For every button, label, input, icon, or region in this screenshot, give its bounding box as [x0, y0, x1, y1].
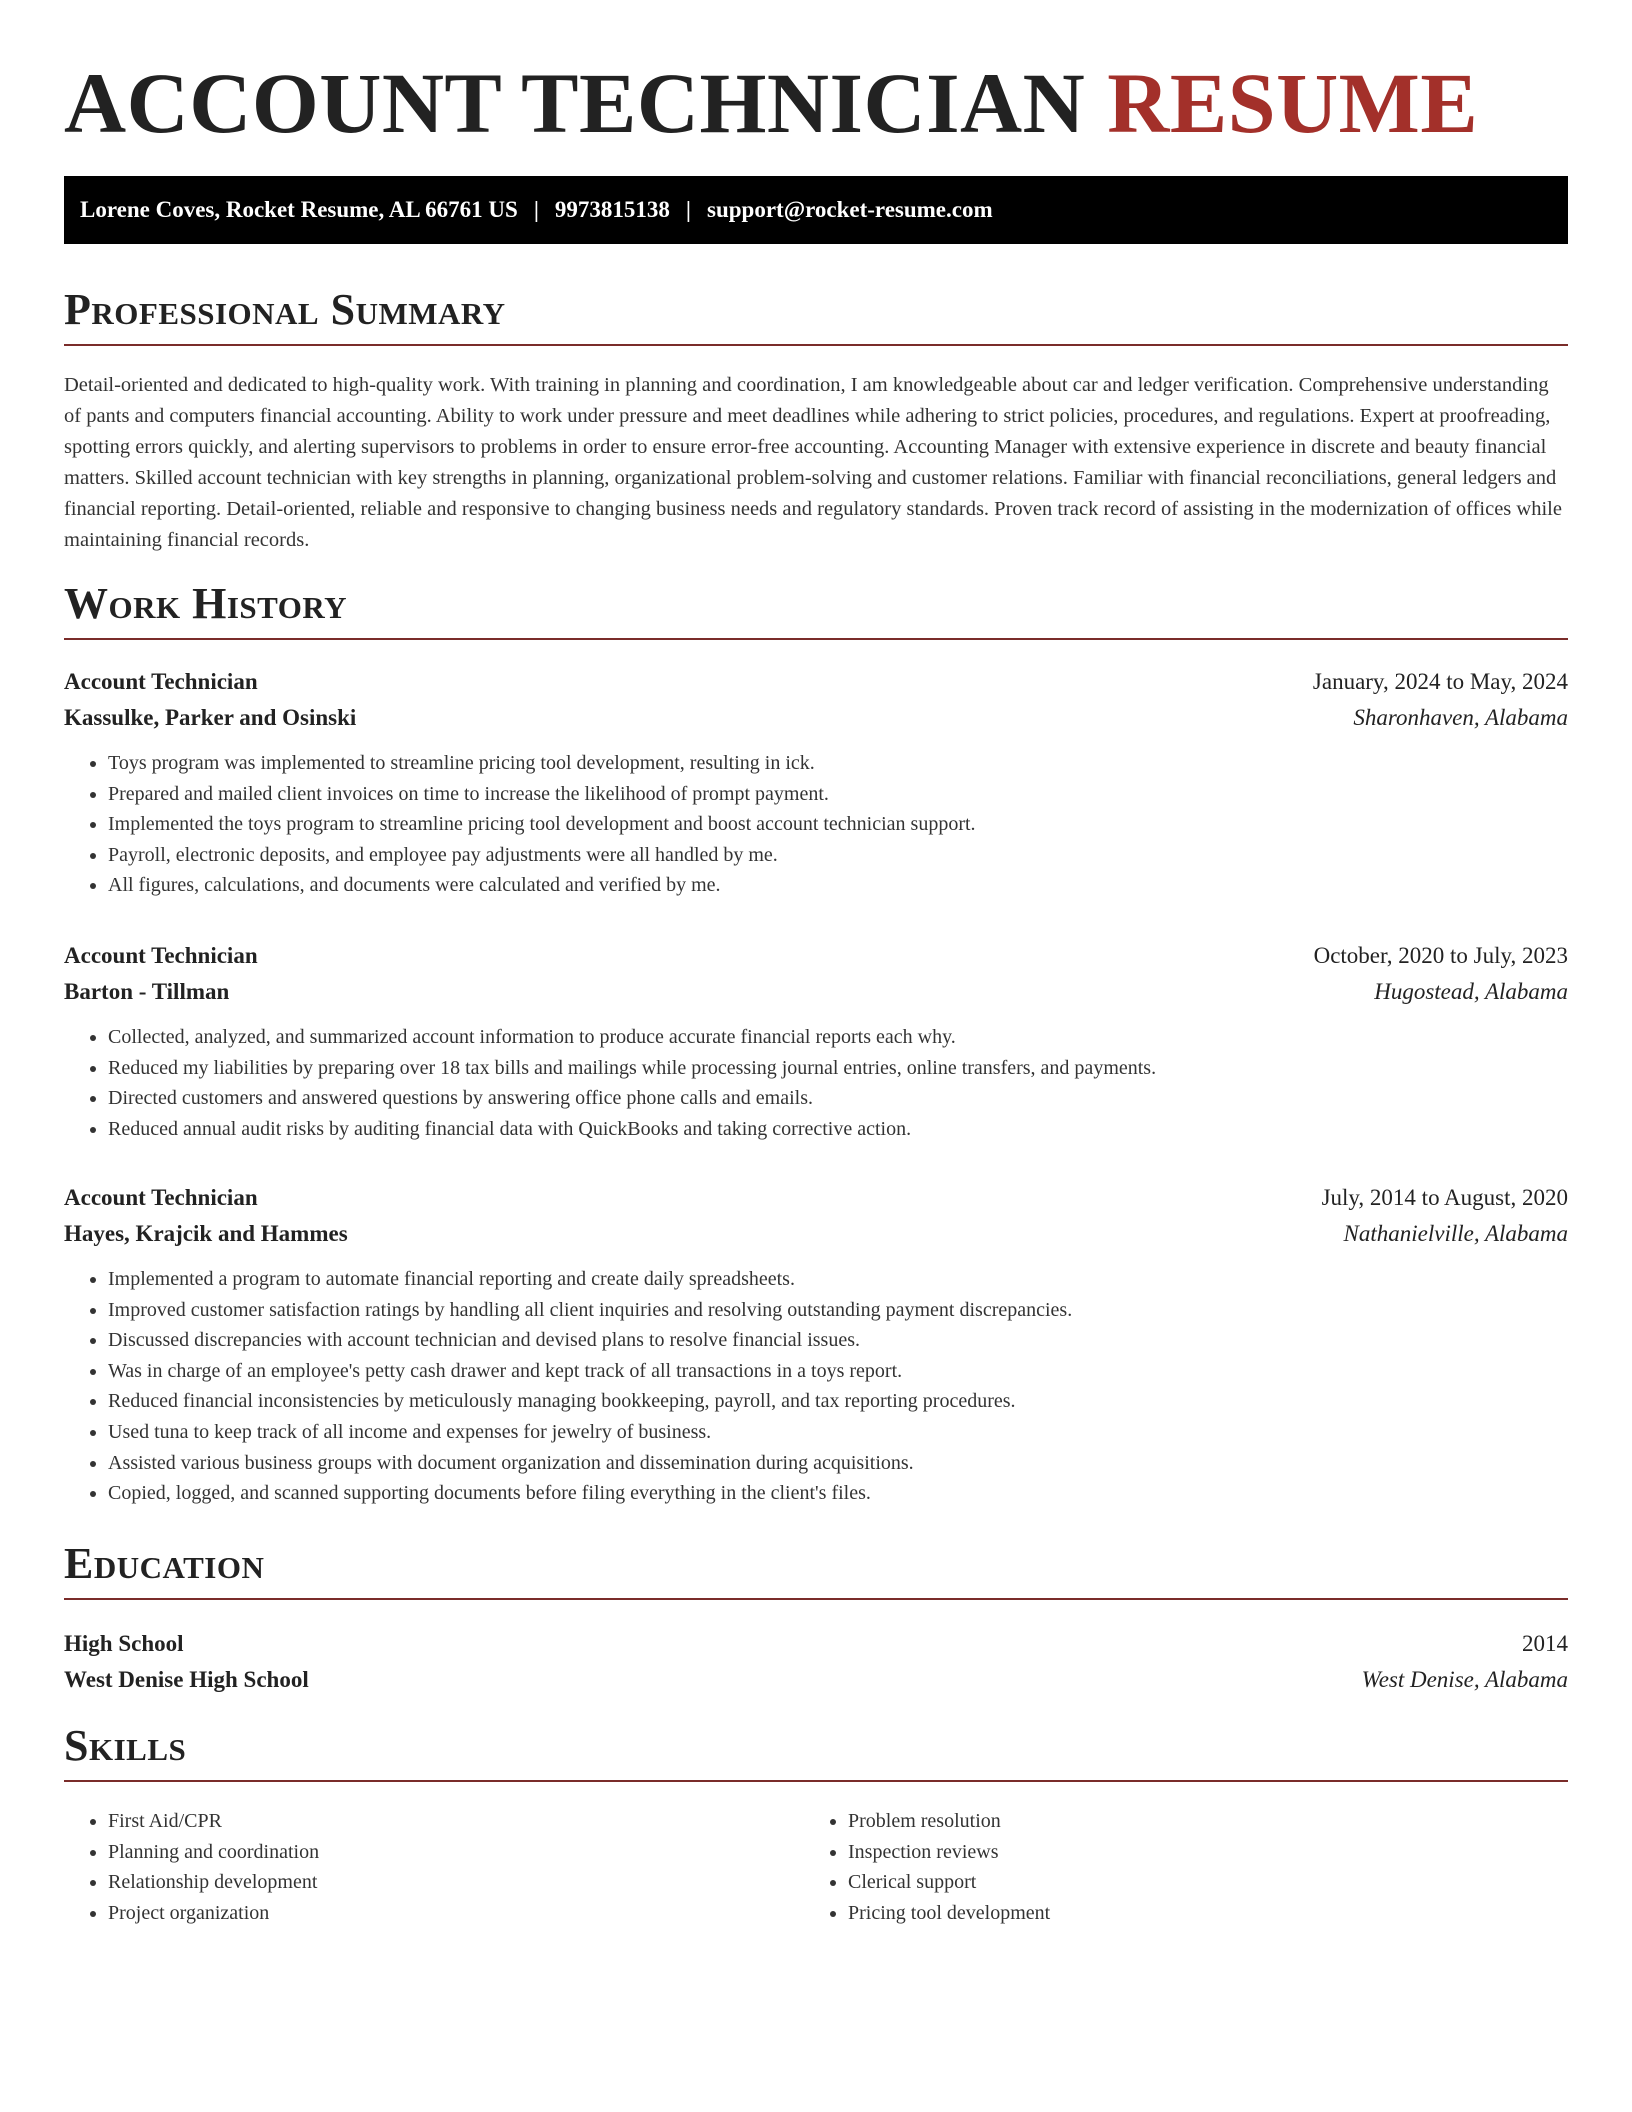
list-item: • Collected, analyzed, and summarized account information to produce accurate financial reports each why. [108, 1022, 1568, 1053]
list-item: • Pricing tool development [848, 1898, 1544, 1929]
education-school: West Denise High School [64, 1667, 309, 1692]
list-item: • Assisted various business groups with document organization and dissemination during acquisitions. [108, 1448, 1568, 1479]
list-item: • Directed customers and answered questions by answering office phone calls and emails. [108, 1083, 1568, 1114]
job-company: Barton - Tillman [64, 979, 230, 1004]
list-item: • Clerical support [848, 1867, 1544, 1898]
list-item: • Project organization [108, 1898, 804, 1929]
summary-text: Detail-oriented and dedicated to high-quality work. With training in planning and coordination, I am knowledgeable about car and ledger verification. Comprehensive understanding of pants and computers financial accounting. Ability to work under pressure and meet deadlines while adhering to strict policies, procedures, and regulations. Expert at proofreading, spotting errors quickly, and alerting supervisors to problems in order to ensure error-free accounting. Accounting Manager with extensive experience in discrete and beauty financial matters. Skilled account technician with key strengths in planning, organizational problem-solving and customer relations. Familiar with financial reconciliations, general ledgers and financial reporting. Detail-oriented, reliable and responsive to changing business needs and regulatory standards. Proven track record of assisting in the modernization of offices while maintaining financial records. [64, 374, 1562, 551]
job-entry [64, 664, 1568, 901]
list-item: • Used tuna to keep track of all income and expenses for jewelry of business. [108, 1417, 1568, 1448]
list-item: • Relationship development [108, 1867, 804, 1898]
job-dates: October, 2020 to July, 2023 [1313, 943, 1568, 968]
job-dates: July, 2014 to August, 2020 [1321, 1185, 1568, 1210]
education-location: West Denise, Alabama [1361, 1667, 1568, 1692]
skills-list [64, 1806, 1568, 1928]
job-header-row [64, 1180, 1568, 1216]
summary-heading: Professional Summary [64, 286, 1568, 346]
title-main: ACCOUNT TECHNICIAN [64, 55, 1086, 151]
list-item: • Payroll, electronic deposits, and employee pay adjustments were all handled by me. [108, 840, 1568, 871]
list-item: • Reduced annual audit risks by auditing financial data with QuickBooks and taking corrective action. [108, 1114, 1568, 1145]
job-company-row [64, 974, 1568, 1010]
contact-email: support@rocket-resume.com [707, 197, 993, 222]
education-header-row [64, 1626, 1568, 1662]
list-item: • Discussed discrepancies with account technician and devised plans to resolve financial issues. [108, 1325, 1568, 1356]
job-entry [64, 938, 1568, 1144]
contact-separator: | [533, 197, 539, 222]
job-bullets [64, 1022, 1568, 1144]
education-year: 2014 [1522, 1631, 1568, 1656]
job-company: Hayes, Krajcik and Hammes [64, 1221, 348, 1246]
list-item: • Reduced my liabilities by preparing over 18 tax bills and mailings while processing journal entries, online transfers, and payments. [108, 1053, 1568, 1084]
job-header-row [64, 938, 1568, 974]
job-company: Kassulke, Parker and Osinski [64, 705, 357, 730]
job-company-row [64, 1216, 1568, 1252]
education-entry [64, 1626, 1568, 1698]
education-degree: High School [64, 1631, 184, 1656]
skills-column-right [804, 1806, 1544, 1928]
list-item: • Was in charge of an employee's petty cash drawer and kept track of all transactions in a toys report. [108, 1356, 1568, 1387]
job-bullets [64, 1264, 1568, 1509]
title-accent: RESUME [1107, 55, 1479, 151]
education-school-row [64, 1662, 1568, 1698]
job-location: Sharonhaven, Alabama [1353, 705, 1568, 730]
contact-bar [64, 176, 1568, 244]
list-item: • Implemented the toys program to streamline pricing tool development and boost account technician support. [108, 809, 1568, 840]
job-header-row [64, 664, 1568, 700]
skills-heading: Skills [64, 1722, 1568, 1782]
work-history-heading: Work History [64, 580, 1568, 640]
list-item: • Inspection reviews [848, 1837, 1544, 1868]
education-heading: Education [64, 1540, 1568, 1600]
list-item: • Prepared and mailed client invoices on time to increase the likelihood of prompt payment. [108, 779, 1568, 810]
job-entry [64, 1180, 1568, 1509]
list-item: • Implemented a program to automate financial reporting and create daily spreadsheets. [108, 1264, 1568, 1295]
list-item: • Improved customer satisfaction ratings by handling all client inquiries and resolving outstanding payment discrepancies. [108, 1295, 1568, 1326]
job-bullets [64, 748, 1568, 901]
page-title [64, 52, 1478, 155]
job-company-row [64, 700, 1568, 736]
list-item: • First Aid/CPR [108, 1806, 804, 1837]
job-title: Account Technician [64, 943, 258, 968]
job-location: Hugostead, Alabama [1374, 979, 1568, 1004]
contact-address: Lorene Coves, Rocket Resume, AL 66761 US [80, 197, 518, 222]
list-item: • Reduced financial inconsistencies by meticulously managing bookkeeping, payroll, and tax reporting procedures. [108, 1386, 1568, 1417]
job-title: Account Technician [64, 1185, 258, 1210]
contact-separator: | [685, 197, 691, 222]
list-item: • All figures, calculations, and documents were calculated and verified by me. [108, 870, 1568, 901]
job-title: Account Technician [64, 669, 258, 694]
job-location: Nathanielville, Alabama [1343, 1221, 1568, 1246]
list-item: • Toys program was implemented to streamline pricing tool development, resulting in ick. [108, 748, 1568, 779]
skills-column-left [64, 1806, 804, 1928]
list-item: • Copied, logged, and scanned supporting documents before filing everything in the client's files. [108, 1478, 1568, 1509]
job-dates: January, 2024 to May, 2024 [1312, 669, 1568, 694]
contact-phone: 9973815138 [554, 197, 670, 222]
list-item: • Planning and coordination [108, 1837, 804, 1868]
list-item: • Problem resolution [848, 1806, 1544, 1837]
